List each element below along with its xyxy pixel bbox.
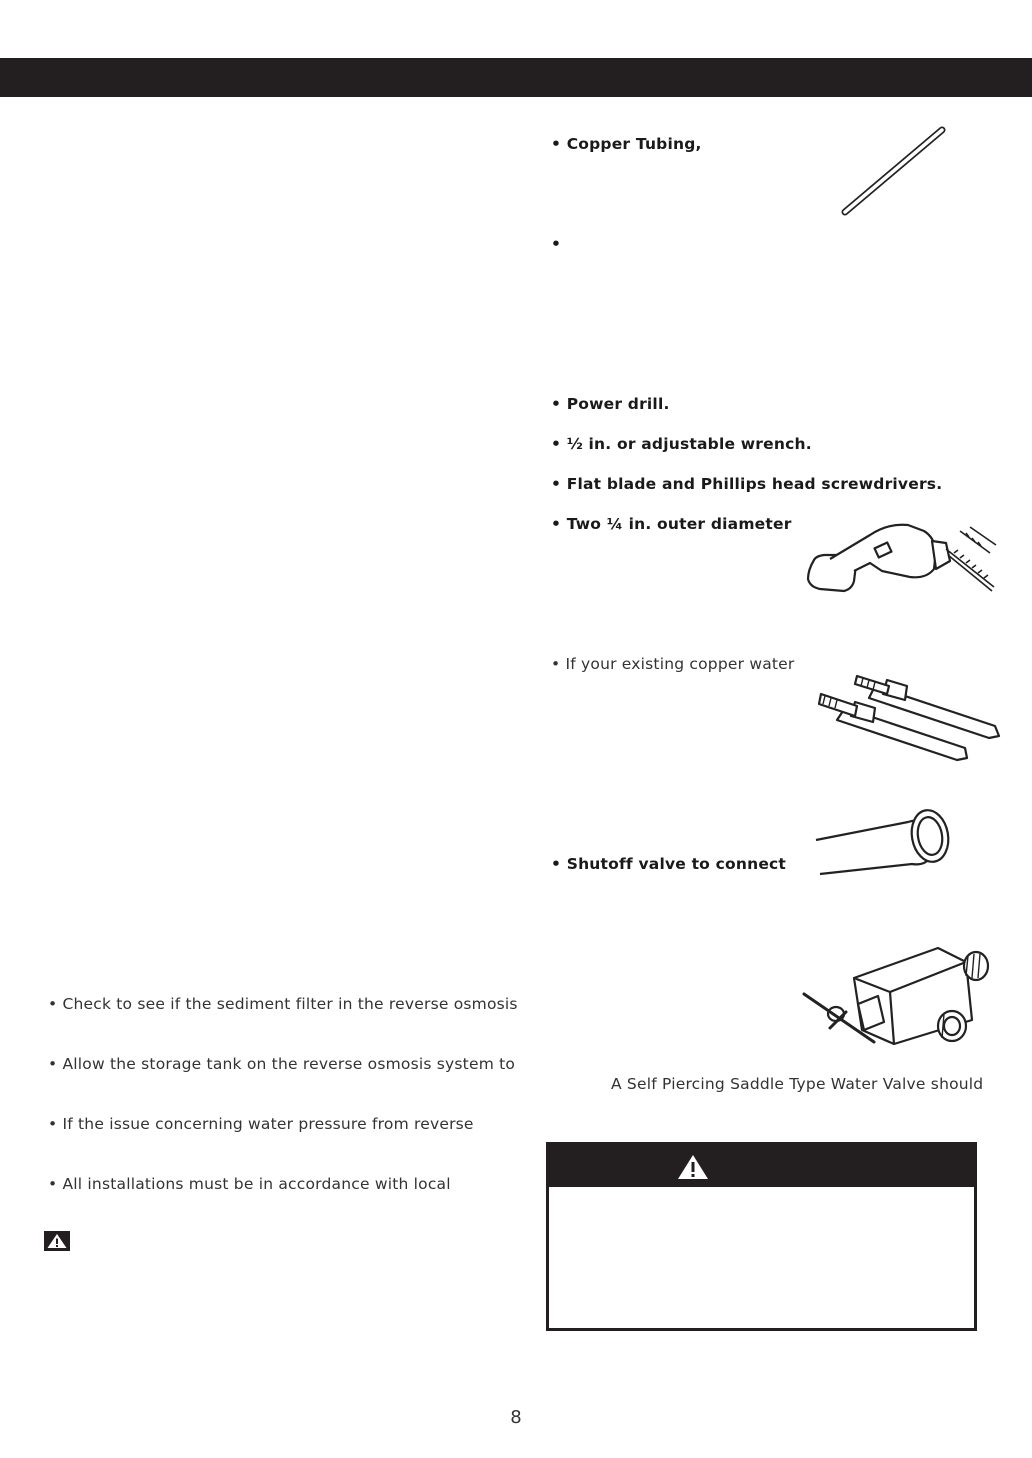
- existing-copper-item: • If your existing copper water: [551, 655, 795, 673]
- shutoff-valve-illustration: [800, 944, 996, 1050]
- shutoff-valve-item: • Shutoff valve to connect: [551, 855, 787, 873]
- left-bullet-1: • Check to see if the sediment filter in the reverse osmosis: [48, 995, 518, 1013]
- left-bullet-2: • Allow the storage tank on the reverse osmosis system to: [48, 1055, 516, 1073]
- left-bullet-3: • If the issue concerning water pressure from reverse: [48, 1115, 474, 1133]
- copper-tubing-illustration: [836, 122, 954, 222]
- warning-icon: [44, 1231, 70, 1251]
- power-drill-item: • Power drill.: [551, 395, 670, 413]
- screwdrivers-item: • Flat blade and Phillips head screwdrivers.: [551, 475, 943, 493]
- pipe-end-illustration: [812, 804, 954, 880]
- left-bullet-4: • All installations must be in accordance with local: [48, 1175, 451, 1193]
- page-number: 8: [510, 1407, 522, 1428]
- empty-bullet-item: •: [551, 235, 562, 253]
- warning-triangle-icon: [676, 1153, 710, 1181]
- warning-box-header: [549, 1145, 974, 1187]
- power-drill-illustration: [800, 515, 998, 595]
- warning-box: [546, 1142, 977, 1331]
- saddle-valve-note: A Self Piercing Saddle Type Water Valve should: [611, 1075, 984, 1093]
- two-quarter-inch-item: • Two ¼ in. outer diameter: [551, 515, 792, 533]
- tubing-fittings-illustration: [815, 668, 1005, 763]
- copper-tubing-item: • Copper Tubing,: [551, 135, 702, 153]
- header-bar: [0, 58, 1032, 97]
- wrench-item: • ½ in. or adjustable wrench.: [551, 435, 812, 453]
